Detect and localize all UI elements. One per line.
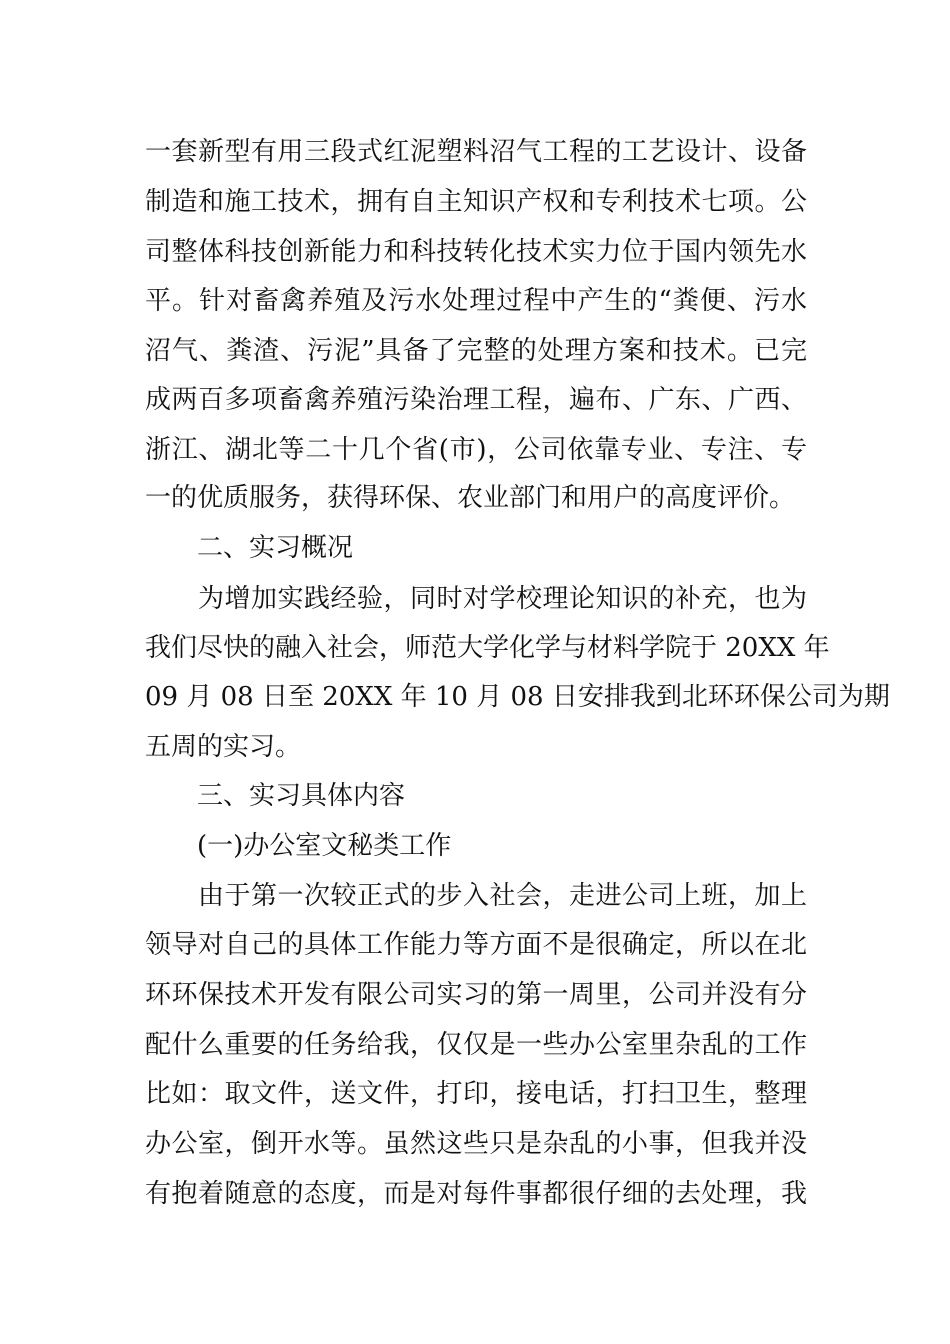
paragraph-line: 办公室，倒开水等。虽然这些只是杂乱的小事，但我并没 [145, 1129, 807, 1159]
paragraph-line: 沼气、粪渣、污泥”具备了完整的处理方案和技术。已完 [145, 336, 807, 366]
paragraph-line: 平。针对畜禽养殖及污水处理过程中产生的“粪便、污水 [145, 286, 807, 316]
paragraph-line: 环环保技术开发有限公司实习的第一周里，公司并没有分 [145, 980, 807, 1010]
paragraph-line: 为增加实践经验，同时对学校理论知识的补充，也为 [198, 584, 807, 614]
paragraph-line: 成两百多项畜禽养殖污染治理工程，遍布、广东、广西、 [145, 385, 807, 415]
paragraph-line: 浙江、湖北等二十几个省(市)，公司依靠专业、专注、专 [145, 435, 807, 465]
paragraph-line: 制造和施工技术，拥有自主知识产权和专利技术七项。公 [145, 187, 807, 217]
paragraph-line: 由于第一次较正式的步入社会，走进公司上班，加上 [198, 881, 807, 911]
paragraph-line: 比如：取文件，送文件，打印，接电话，打扫卫生，整理 [145, 1079, 807, 1109]
paragraph-line: 配什么重要的任务给我，仅仅是一些办公室里杂乱的工作 [145, 1030, 807, 1060]
paragraph-line: 一套新型有用三段式红泥塑料沼气工程的工艺设计、设备 [145, 137, 807, 167]
paragraph-line: 一的优质服务，获得环保、农业部门和用户的高度评价。 [145, 483, 796, 513]
paragraph-line: 09 月 08 日至 20XX 年 10 月 08 日安排我到北环环保公司为期 [145, 682, 890, 712]
paragraph-line: 领导对自己的具体工作能力等方面不是很确定，所以在北 [145, 930, 807, 960]
section-heading-content: 三、实习具体内容 [197, 781, 406, 811]
subsection-heading-office-work: (一)办公室文秘类工作 [197, 831, 452, 861]
paragraph-line: 我们尽快的融入社会，师范大学化学与材料学院于 20XX 年 [145, 633, 830, 663]
section-heading-overview: 二、实习概况 [197, 533, 354, 563]
paragraph-line: 司整体科技创新能力和科技转化技术实力位于国内领先水 [145, 237, 807, 267]
paragraph-line: 有抱着随意的态度，而是对每件事都很仔细的去处理，我 [145, 1179, 807, 1209]
paragraph-line: 五周的实习。 [145, 732, 302, 762]
